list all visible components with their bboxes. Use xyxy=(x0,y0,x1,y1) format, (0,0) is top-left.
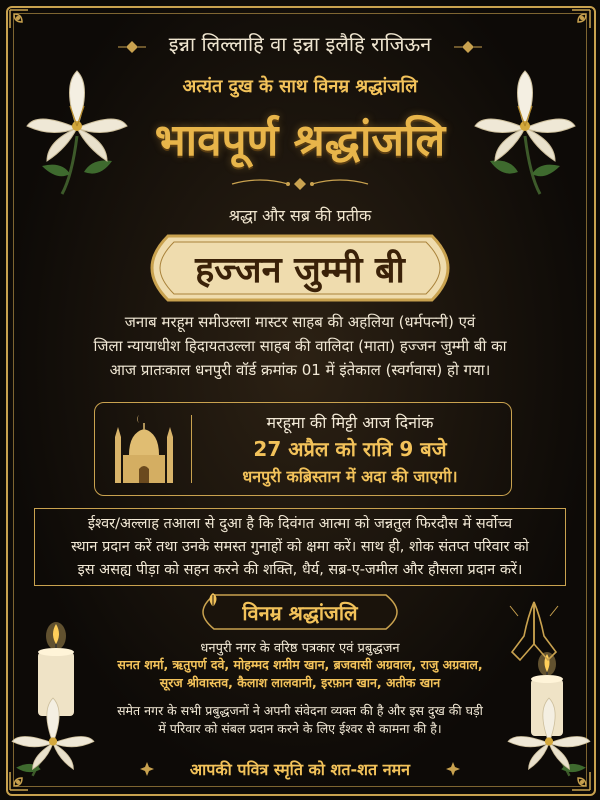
leaf-icon xyxy=(206,592,220,608)
praying-hands-icon xyxy=(498,596,570,666)
announcement-line: आज प्रातःकाल धनपुरी वॉर्ड क्रमांक 01 में इंतेकाल (स्वर्गवास) हो गया। xyxy=(109,361,491,379)
mosque-icon xyxy=(109,411,179,487)
prayer-line: ईश्वर/अल्लाह तआला से दुआ है कि दिवंगत आत्मा को जन्नतुल फिरदौस में सर्वोच्च xyxy=(87,516,513,532)
diamond-ornament-icon xyxy=(454,40,482,54)
closing-line: में परिवार को संबल प्रदान करने के लिए ईश्वर से कामना की है। xyxy=(158,721,442,736)
organization-line: धनपुरी नगर के वरिष्ठ पत्रकार एवं प्रबुद्धजन xyxy=(200,641,400,656)
names-line: सनत शर्मा, ऋतुपर्ण दवे, मोहम्मद शमीम खान, ब्रजवासी अग्रवाल, राजु अग्रवाल, xyxy=(117,657,483,672)
invocation-text: इन्ना लिल्लाहि वा इन्ना इलैहि राजिऊन xyxy=(168,32,432,56)
burial-line: मरहूमा की मिट्टी आज दिनांक xyxy=(266,413,434,432)
vertical-separator xyxy=(191,415,192,483)
prayer-line: स्थान प्रदान करें तथा उनके समस्त गुनाहों को क्षमा करें। साथ ही, शोक संतप्त परिवार को xyxy=(71,539,529,555)
names-line: सूरज श्रीवास्तव, कैलाश लालवानी, इरफ़ान खान, अतीक खान xyxy=(159,675,441,690)
prayer-line: इस असह्य पीड़ा को सहन करने की शक्ति, धैर्य, सब्र-ए-जमील और हौसला प्रदान करें। xyxy=(77,562,523,578)
name-plaque xyxy=(148,232,452,304)
diamond-ornament-icon xyxy=(446,762,460,776)
prayer-paragraph xyxy=(45,513,555,582)
closing-paragraph xyxy=(100,702,500,738)
burial-date-time: 27 अप्रैल को रात्रि 9 बजे xyxy=(253,437,447,461)
prayer-box xyxy=(34,508,566,586)
tribute-names xyxy=(100,656,500,692)
condolence-subtitle: अत्यंत दुख के साथ विनम्र श्रद्धांजलि xyxy=(182,76,418,97)
deceased-name: हज्जन जुम्मी बी xyxy=(195,249,405,291)
announcement-line: जिला न्यायाधीश हिदायतउल्ला साहब की वालिदा (माता) हज्जन जुम्मी बी का xyxy=(93,337,507,355)
flourish-divider-icon xyxy=(230,176,370,192)
footer-tribute: आपकी पवित्र स्मृति को शत-शत नमन xyxy=(189,760,411,779)
tribute-heading-plaque xyxy=(200,592,400,632)
announcement-paragraph xyxy=(40,310,560,382)
tagline-text: श्रद्धा और सब्र की प्रतीक xyxy=(228,206,372,225)
page-title: भावपूर्ण श्रद्धांजलि xyxy=(154,115,446,166)
tribute-heading-text: विनम्र श्रद्धांजलि xyxy=(242,600,358,625)
closing-line: समेत नगर के सभी प्रबुद्धजनों ने अपनी संवेदना व्यक्त की है और इस दुख की घड़ी xyxy=(117,703,483,718)
burial-info-box xyxy=(94,402,512,496)
tribute-heading xyxy=(200,592,400,632)
burial-location: धनपुरी कब्रिस्तान में अदा की जाएगी। xyxy=(242,467,458,486)
announcement-line: जनाब मरहूम समीउल्ला मास्टर साहब की अहलिया (धर्मपत्नी) एवं xyxy=(124,313,476,331)
